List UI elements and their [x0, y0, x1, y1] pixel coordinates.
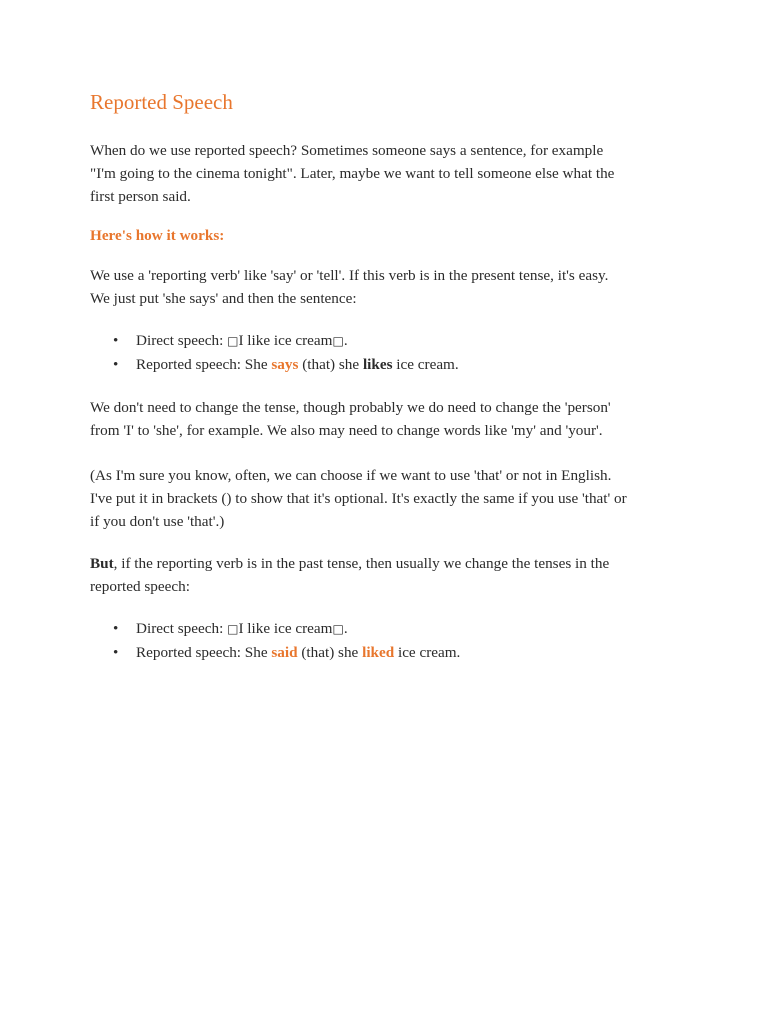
highlighted-verb: liked — [362, 644, 395, 662]
para4-line-2: I've put it in brackets () to show that it's optional. It's exactly the same if you use 'that' or — [90, 490, 627, 508]
list-item — [136, 329, 678, 353]
but-emphasis: But — [90, 555, 114, 573]
list-item — [136, 641, 678, 665]
reported-speech-label: Reported speech: She — [136, 356, 272, 374]
present-tense-examples — [90, 329, 678, 377]
reported-speech-mid: (that) she — [298, 356, 363, 374]
para2-line-2: We just put 'she says' and then the sentence: — [90, 290, 357, 308]
missing-glyph-icon: □ — [227, 334, 239, 349]
past-tense-paragraph — [90, 552, 678, 598]
para2-line-1: We use a 'reporting verb' like 'say' or 'tell'. If this verb is in the present tense, it's easy. — [90, 267, 609, 285]
past-tense-examples — [90, 617, 678, 665]
reported-speech-end: ice cream. — [392, 356, 459, 374]
missing-glyph-icon: □ — [227, 622, 239, 637]
direct-speech-label: Direct speech: — [136, 332, 228, 350]
para5-line-2: reported speech: — [90, 578, 190, 596]
intro-paragraph — [90, 139, 678, 208]
para4-line-1: (As I'm sure you know, often, we can choose if we want to use 'that' or not in English. — [90, 467, 612, 485]
section-subheading: Here's how it works: — [90, 227, 225, 245]
list-item — [136, 617, 678, 641]
bold-verb: likes — [362, 356, 393, 374]
missing-glyph-icon: □ — [332, 622, 344, 637]
reporting-verb-paragraph — [90, 264, 678, 310]
para5-line-1: , if the reporting verb is in the past tense, then usually we change the tenses in the — [113, 555, 610, 573]
highlighted-verb: says — [271, 356, 299, 374]
reported-speech-mid: (that) she — [297, 644, 363, 662]
intro-line-1: When do we use reported speech? Sometimes someone says a sentence, for example — [90, 142, 604, 160]
direct-speech-end: . — [343, 332, 348, 350]
that-optional-paragraph — [90, 464, 678, 533]
direct-speech-label: Direct speech: — [136, 620, 228, 638]
page-title: Reported Speech — [90, 90, 233, 114]
para3-line-1: We don't need to change the tense, though probably we do need to change the 'person' — [90, 399, 611, 417]
reported-speech-end: ice cream. — [394, 644, 461, 662]
list-item — [136, 353, 678, 377]
reported-speech-label: Reported speech: She — [136, 644, 272, 662]
direct-speech-quote: I like ice cream — [238, 332, 333, 350]
intro-line-3: first person said. — [90, 188, 191, 206]
direct-speech-quote: I like ice cream — [238, 620, 333, 638]
direct-speech-end: . — [343, 620, 348, 638]
highlighted-verb: said — [271, 644, 298, 662]
person-change-paragraph — [90, 396, 678, 442]
para4-line-3: if you don't use 'that'.) — [90, 513, 225, 531]
para3-line-2: from 'I' to 'she', for example. We also may need to change words like 'my' and 'your'. — [90, 422, 603, 440]
missing-glyph-icon: □ — [332, 334, 344, 349]
intro-line-2: "I'm going to the cinema tonight". Later, maybe we want to tell someone else what the — [90, 165, 615, 183]
